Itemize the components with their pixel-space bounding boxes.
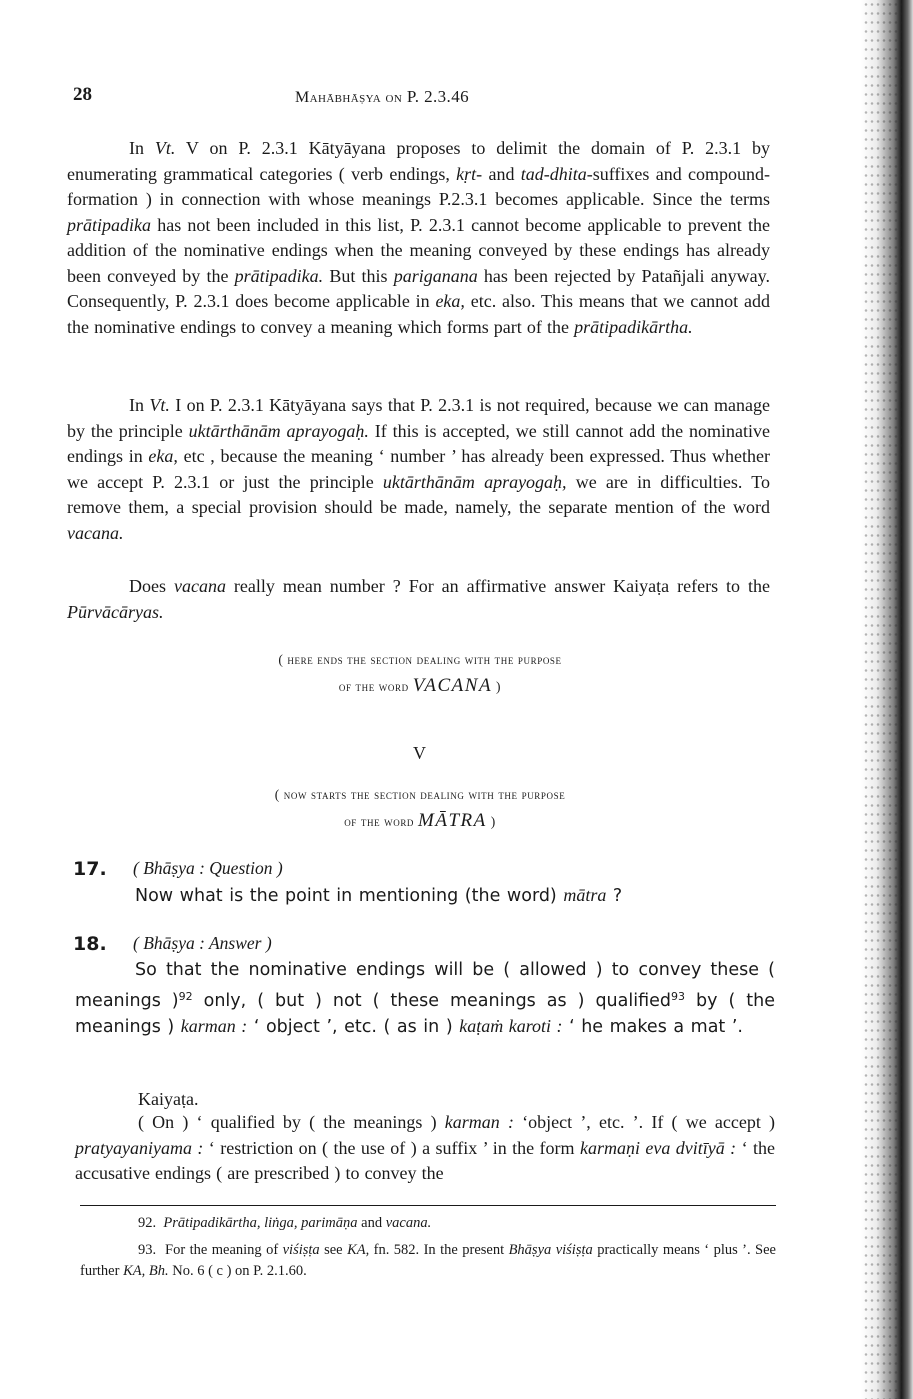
- item-18-text: So that the nominative endings will be ( allowed ) to convey these ( meanings )$^{92}$ only, ( but ) not ( these meanings as ) qualified$^{93}$ by ( the meanings ) karman : ‘ object ’, etc. ( as in ) kaṭaṁ karoti : ‘ he makes a mat ’.: [75, 960, 775, 1037]
- section-start-line1: ( now starts the section dealing with the purpose: [274, 787, 566, 802]
- item-18-number: 18.: [73, 933, 107, 955]
- section-numeral: V: [413, 743, 426, 763]
- section-end-heading: [110, 647, 730, 700]
- footnote-ref-92: 92: [178, 989, 193, 1003]
- item-17-tag: ( Bhāṣya : Question ): [133, 858, 283, 878]
- section-start-line2: of the word MĀTRA ): [344, 810, 496, 831]
- running-head: [295, 87, 469, 107]
- section-end-line2: of the word VACANA ): [338, 675, 502, 696]
- page-edge-noise: [863, 0, 903, 1399]
- item-17-number: 17.: [73, 858, 107, 880]
- kaiyata-heading: Kaiyaṭa.: [138, 1089, 199, 1109]
- footnote-92: 92. Prātipadikārtha, liṅga, parimāṇa and vacana.: [138, 1215, 432, 1231]
- item-17-text: Now what is the point in mentioning (the word) mātra ?: [135, 885, 623, 906]
- paragraph-vt-i: In Vt. I on P. 2.3.1 Kātyāyana says that P. 2.3.1 is not required, because we can manage by the principle uktārthānām aprayogaḥ. If this is accepted, we still cannot add the nominative endings in eka, etc , because the meaning ‘ number ’ has already been expressed. Thus whether we accept P. 2.3.1 or just the principle uktārthānām aprayogaḥ, we are in difficulties. To remove them, a special provision should be made, namely, the separate mention of the word vacana.: [67, 395, 770, 543]
- footnote-93: 93. For the meaning of viśiṣṭa see KA, fn. 582. In the present Bhāṣya viśiṣṭa practically means ‘ plus ’. See further KA, Bh. No. 6 ( c ) on P. 2.1.60.: [80, 1242, 776, 1279]
- section-start-heading: [110, 782, 730, 835]
- paragraph-vt-v: In Vt. V on P. 2.3.1 Kātyāyana proposes to delimit the domain of P. 2.3.1 by enumerating grammatical categories ( verb endings, kṛt- and tad-dhita-suffixes and compound-formation ) in connection with whose meanings P.2.3.1 becomes applicable. Since the terms prātipadika has not been included in this list, P. 2.3.1 cannot become applicable to prevent the addition of the nominative endings when the meaning conveyed by these endings has already been conveyed by the prātipadika. But this pariganana has been rejected by Patañjali anyway. Consequently, P. 2.3.1 does become applicable in eka, etc. also. This means that we cannot add the nominative endings to convey a meaning which forms part of the prātipadikārtha.: [67, 138, 770, 337]
- item-18-tag: ( Bhāṣya : Answer ): [133, 933, 272, 953]
- page-header: [73, 84, 793, 114]
- running-head-ref: P. 2.3.46: [406, 87, 469, 106]
- paragraph-vacana: Does vacana really mean number ? For an affirmative answer Kaiyaṭa refers to the Pūrvācāryas.: [67, 576, 771, 622]
- page-number: 28: [73, 84, 92, 105]
- running-head-title: Mahābhāṣya on: [295, 89, 403, 106]
- kaiyata-text: ( On ) ‘ qualified by ( the meanings ) karman : ‘object ’, etc. ’. If ( we accept ) pratyayaniyama : ‘ restriction on ( the use of ) a suffix ’ in the form karmaṇi eva dvitīyā : ‘ the accusative endings ( are prescribed ) to convey the: [75, 1112, 776, 1183]
- footnote-divider: [80, 1205, 776, 1206]
- footnote-ref-93: 93: [671, 989, 685, 1003]
- section-end-line1: ( here ends the section dealing with the purpose: [278, 652, 562, 667]
